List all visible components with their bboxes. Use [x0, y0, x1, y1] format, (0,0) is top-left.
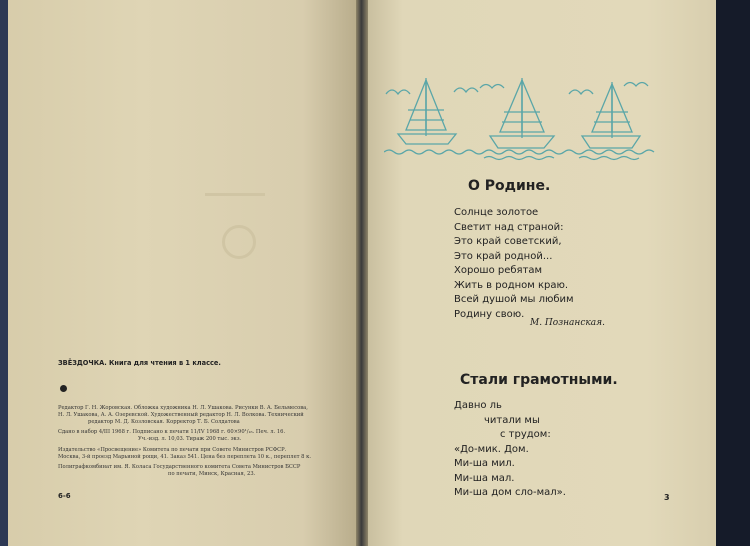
- book-title: ЗВЁЗДОЧКА. Книга для чтения в 1 классе.: [58, 359, 221, 367]
- bleed-through-mark: [222, 225, 256, 259]
- sailboats-illustration: [384, 72, 659, 162]
- poem-line: читали мы: [484, 414, 540, 426]
- left-page: [0, 0, 356, 546]
- poem1-stanza1: [454, 206, 563, 264]
- imprint-printer: [58, 464, 300, 478]
- page-number-left: 6-6: [58, 492, 71, 500]
- poem-line: Родину свою.: [454, 308, 525, 320]
- poem-line: Жить в родном краю.: [454, 279, 569, 291]
- imprint-line: редактор М. Д. Козловская. Корректор Т. Б. Солдатова: [88, 419, 240, 426]
- poem-line: Светит над страной:: [454, 221, 564, 233]
- poem-line: с трудом:: [500, 429, 551, 440]
- imprint-print: [58, 429, 285, 443]
- cloud-icon: [480, 85, 504, 89]
- poem1-title: О Родине.: [468, 178, 551, 194]
- poem-line: Хорошо ребятам: [454, 265, 543, 276]
- sailboat-icon: [398, 78, 456, 144]
- imprint-line: Уч.-изд. л. 10,03. Тираж 200 тыс. экз.: [138, 436, 242, 443]
- imprint-publisher: [58, 447, 311, 461]
- imprint-editors: [58, 405, 308, 427]
- poem-line: Ми-ша мал.: [454, 472, 515, 484]
- poem-line: «До-мик. Дом.: [454, 443, 529, 455]
- poem-line: Ми-ша дом сло-мал».: [454, 487, 566, 498]
- poem-line: Это край родной...: [454, 250, 553, 262]
- cloud-icon: [624, 83, 648, 87]
- imprint-line: по печати, Минск, Красная, 23.: [168, 471, 256, 478]
- bleed-through-mark: [205, 175, 265, 196]
- imprint-line: Сдано в набор 4/III 1968 г. Подписано к печати 11/IV 1968 г. 60×90¹/₁₆. Печ. л. 16.: [58, 429, 286, 435]
- cloud-icon: [386, 90, 410, 94]
- poem-line: Это край советский,: [454, 236, 562, 247]
- poem1-author: М. Познанская.: [530, 318, 605, 328]
- page-number-right: 3: [664, 493, 670, 502]
- cloud-icon: [569, 90, 593, 94]
- poem-line: Всей душой мы любим: [454, 294, 574, 305]
- poem2-lines: [454, 399, 566, 501]
- book-spine: [356, 0, 368, 546]
- imprint-line: Редактор Г. Н. Жоровская. Обложка художника Н. Л. Ушакова. Рисунки В. А. Бельмесова,: [58, 405, 308, 411]
- poem1-stanza2: [454, 264, 574, 322]
- sailboat-icon: [490, 78, 554, 148]
- imprint-line: Н. Л. Ушакова, А. А. Озеревской. Художественный редактор Н. Л. Волкова. Технический: [58, 412, 304, 419]
- imprint-line: Издательство «Просвещение» Комитета по печати при Совете Министров РСФСР.: [58, 447, 287, 453]
- bullet-dot: [60, 385, 67, 392]
- poem-line: Ми-ша мил.: [454, 458, 515, 469]
- waves-icon: [384, 150, 654, 154]
- cloud-icon: [454, 88, 478, 92]
- poem-line: Давно ль: [454, 400, 502, 411]
- cover-edge: [0, 0, 8, 546]
- poem2-title: Стали грамотными.: [460, 372, 618, 388]
- poem-line: Солнце золотое: [454, 207, 539, 218]
- cover-edge: [716, 0, 750, 546]
- imprint-line: Полиграфкомбинат им. Я. Коласа Государственного комитета Совета Министров БССР: [58, 464, 301, 470]
- imprint-line: Москва, 3-й проезд Марьиной рощи, 41. Заказ 541. Цена без переплета 10 к., переплет 8 к.: [58, 454, 312, 461]
